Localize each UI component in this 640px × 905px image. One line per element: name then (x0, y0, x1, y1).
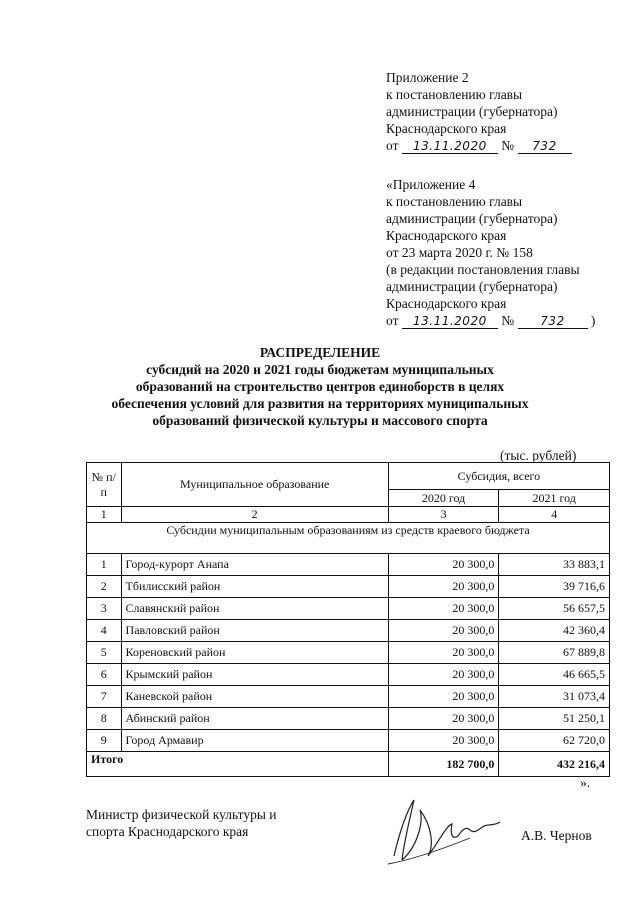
index-cell: 2 (121, 507, 388, 523)
header-subsidy: Субсидия, всего (388, 463, 609, 490)
header-2021: 2021 год (499, 490, 610, 507)
handwritten-date: 13.11.2020 (402, 139, 498, 154)
appendix-line: Краснодарского края (386, 296, 507, 311)
table-row: 7 Каневской район 20 300,0 31 073,4 (87, 686, 610, 708)
appendix-header-1 (386, 69, 572, 154)
appendix-date-line: от 13.11.2020 № 732 (386, 137, 572, 154)
table-row: 4 Павловский район 20 300,0 42 360,4 (87, 620, 610, 642)
appendix-line: Краснодарского края (386, 121, 507, 136)
title-line: обеспечения условий для развития на территориях муниципальных (111, 396, 529, 411)
appendix-header-2 (386, 176, 595, 329)
table-row: 5 Кореновский район 20 300,0 67 889,8 (87, 642, 610, 664)
subsidy-table (86, 462, 610, 777)
header-2020: 2020 год (388, 490, 499, 507)
header-num: № п/п (87, 463, 122, 507)
appendix-line: от 23 марта 2020 г. № 158 (386, 245, 533, 260)
minister-title: Министр физической культуры и спорта Краснодарского края (86, 807, 277, 839)
appendix-line: администрации (губернатора) (386, 104, 558, 119)
index-cell: 1 (87, 507, 122, 523)
appendix-line: к постановлению главы (386, 87, 523, 102)
table-row: 9 Город Армавир 20 300,0 62 720,0 (87, 730, 610, 752)
appendix-line: администрации (губернатора) (386, 279, 558, 294)
handwritten-date: 13.11.2020 (402, 314, 498, 329)
table-row: 3 Славянский район 20 300,0 56 657,5 (87, 598, 610, 620)
table-row: 8 Абинский район 20 300,0 51 250,1 (87, 708, 610, 730)
title-heading: РАСПРЕДЕЛЕНИЕ (259, 345, 381, 360)
index-cell: 3 (388, 507, 499, 523)
table-row: 6 Крымский район 20 300,0 46 665,5 (87, 664, 610, 686)
document-title (0, 344, 640, 429)
section-row: Субсидии муниципальным образованиям из средств краевого бюджета (87, 523, 610, 554)
closing-quote: ». (580, 775, 591, 790)
total-2020: 182 700,0 (388, 752, 499, 777)
total-row (87, 752, 610, 777)
appendix-title: Приложение 2 (386, 70, 469, 85)
table-row: 2 Тбилисский район 20 300,0 39 716,6 (87, 576, 610, 598)
header-name: Муниципальное образование (121, 463, 388, 507)
title-line: образований на строительство центров единоборств в целях (135, 379, 505, 394)
appendix-line: к постановлению главы (386, 194, 523, 209)
total-label: Итого (87, 752, 389, 777)
index-cell: 4 (499, 507, 610, 523)
handwritten-number: 732 (518, 314, 588, 329)
appendix-date-line: от 13.11.2020 № 732 ) (386, 313, 596, 328)
handwritten-number: 732 (518, 139, 572, 154)
appendix-line: администрации (губернатора) (386, 211, 558, 226)
units-label: (тыс. рублей) (500, 448, 577, 463)
table-row: 1 Город-курорт Анапа 20 300,0 33 883,1 (87, 554, 610, 576)
appendix-title: «Приложение 4 (386, 177, 476, 192)
appendix-line: Краснодарского края (386, 228, 507, 243)
title-line: образований физической культуры и массового спорта (152, 413, 488, 428)
total-2021: 432 216,4 (499, 752, 610, 777)
appendix-line: (в редакции постановления главы (386, 262, 580, 277)
signer-name: А.В. Чернов (521, 828, 592, 843)
title-line: субсидий на 2020 и 2021 годы бюджетам муниципальных (146, 362, 494, 377)
signature-image (380, 790, 510, 870)
